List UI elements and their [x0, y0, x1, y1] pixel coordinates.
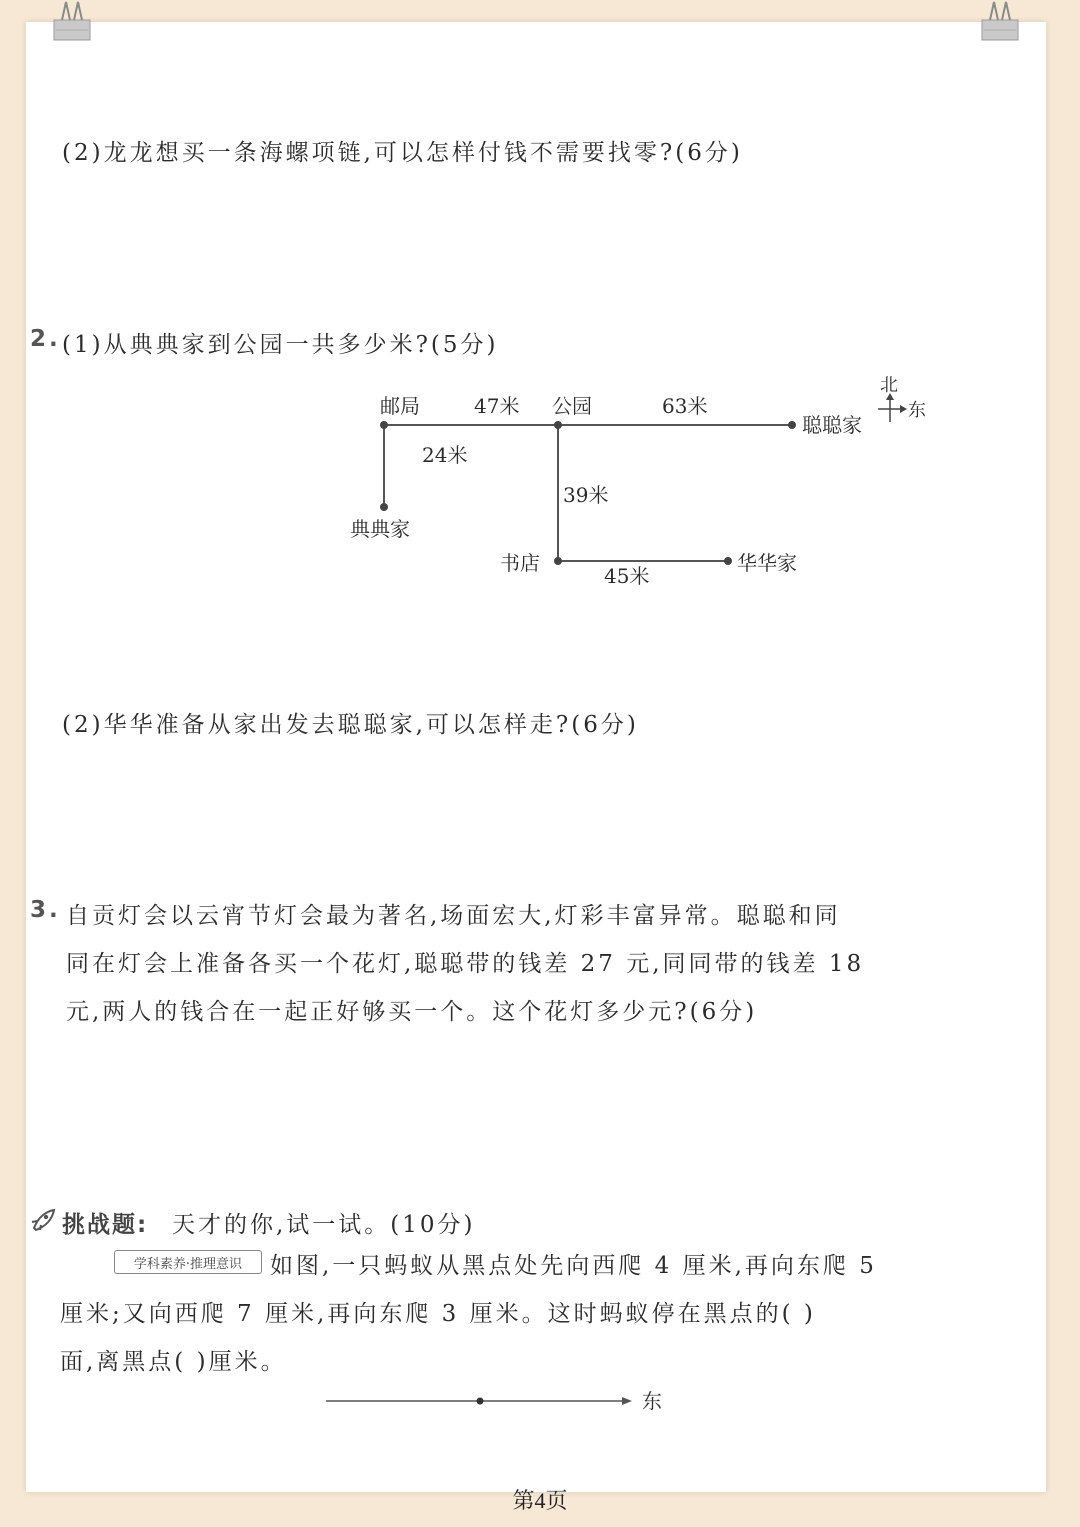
skill-badge: 学科素养·推理意识 — [114, 1250, 262, 1274]
rocket-icon — [30, 1208, 56, 1232]
q1-part2-text: (2)龙龙想买一条海螺项链,可以怎样付钱不需要找零?(6分) — [62, 140, 743, 166]
label-post-office: 邮局 — [380, 394, 420, 418]
challenge-line1: 如图,一只蚂蚁从黑点处先向西爬 4 厘米,再向东爬 5 — [270, 1253, 877, 1279]
challenge-line2: 厘米;又向西爬 7 厘米,再向东爬 3 厘米。这时蚂蚁停在黑点的( ) — [60, 1301, 816, 1327]
label-huahua-home: 华华家 — [737, 551, 797, 575]
label-d-bookstore-huahua: 45米 — [604, 564, 650, 588]
challenge-subtitle: 天才的你,试一试。(10分) — [172, 1212, 476, 1238]
label-d-post-diandian: 24米 — [422, 443, 468, 467]
label-bookstore: 书店 — [500, 551, 540, 575]
q2-part1-text: (1)从典典家到公园一共多少米?(5分) — [62, 332, 499, 358]
arrow-east-icon — [622, 1397, 632, 1405]
q3-number: 3. — [30, 897, 61, 923]
page-number: 第4页 — [512, 1488, 568, 1513]
huahua-home-point — [724, 557, 732, 565]
label-congcong-home: 聪聪家 — [802, 413, 862, 437]
q3-line2: 同在灯会上准备各买一个花灯,聪聪带的钱差 27 元,同同带的钱差 18 — [66, 951, 865, 977]
label-park: 公园 — [552, 394, 592, 418]
label-d-park-bookstore: 39米 — [563, 483, 609, 507]
diandian-home-point — [380, 503, 388, 511]
axis-east-label: 东 — [642, 1389, 662, 1413]
park-point — [554, 421, 562, 429]
congcong-home-point — [788, 421, 796, 429]
q2-number: 2. — [30, 326, 61, 352]
challenge-line3: 面,离黑点( )厘米。 — [60, 1349, 287, 1375]
start-point — [477, 1398, 484, 1405]
compass-east-label: 东 — [908, 400, 926, 421]
label-d-park-congcong: 63米 — [662, 394, 708, 418]
number-line — [0, 1380, 1080, 1420]
route-map — [0, 0, 1080, 620]
compass-north-label: 北 — [880, 375, 898, 396]
label-diandian-home: 典典家 — [350, 517, 410, 541]
q3-line1: 自贡灯会以云宵节灯会最为著名,场面宏大,灯彩丰富异常。聪聪和同 — [66, 903, 841, 929]
post-office-point — [380, 421, 388, 429]
label-d-post-park: 47米 — [474, 394, 520, 418]
q3-line3: 元,两人的钱合在一起正好够买一个。这个花灯多少元?(6分) — [66, 999, 758, 1025]
bookstore-point — [554, 557, 562, 565]
challenge-title: 挑战题: — [62, 1212, 149, 1238]
q2-part2-text: (2)华华准备从家出发去聪聪家,可以怎样走?(6分) — [62, 712, 639, 738]
compass-icon — [878, 393, 907, 422]
